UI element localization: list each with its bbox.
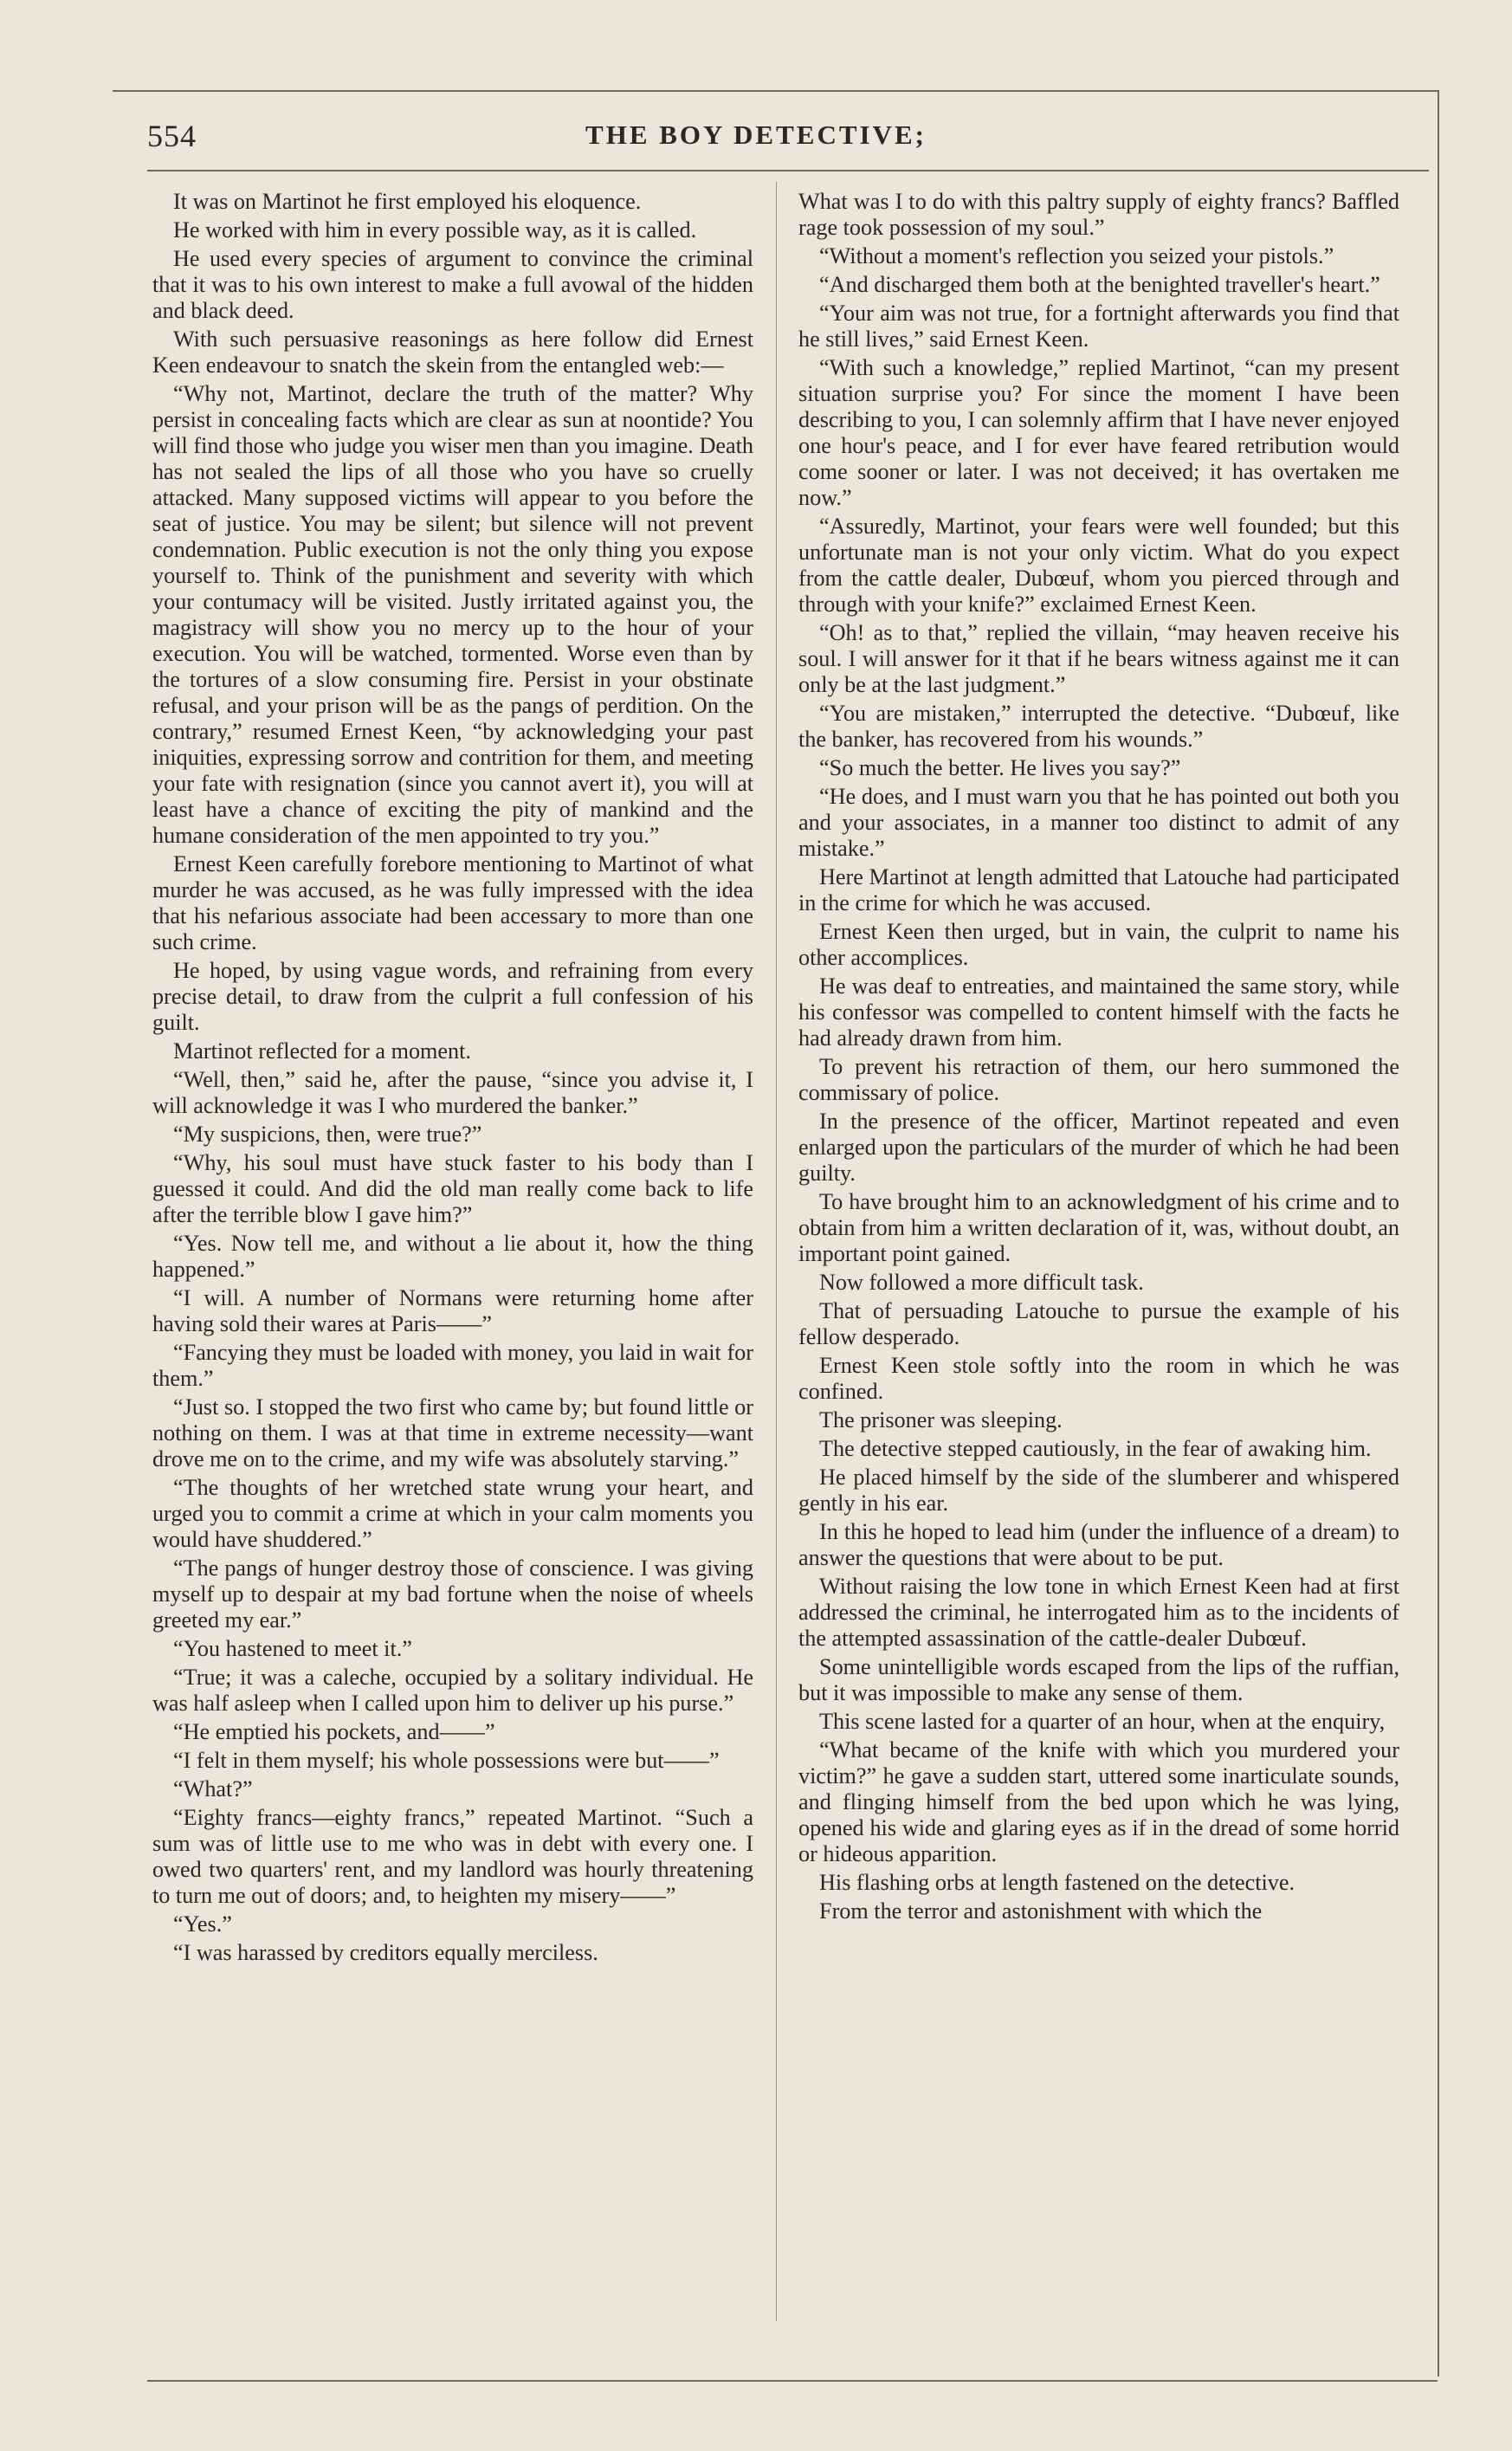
paragraph: The prisoner was sleeping. — [819, 1407, 1063, 1432]
paragraph: “So much the better. He lives you say?” — [819, 755, 1181, 780]
paragraph: “True; it was a caleche, occupied by a solitary individual. He was half asleep when I called upon him to deliver up his purse.” — [152, 1665, 753, 1716]
paragraph: “You hastened to meet it.” — [173, 1636, 412, 1661]
paragraph: He was deaf to entreaties, and maintained the same story, while his confessor was compelled to content himself with the facts he had already drawn from him. — [798, 973, 1399, 1051]
paragraph: “He does, and I must warn you that he has pointed out both you and your associates, in a manner too distinct to admit of any mistake.” — [798, 784, 1399, 861]
paragraph: “Why not, Martinot, declare the truth of the matter? Why persist in concealing facts which are clear as sun at noontide? You will find those who judge you wiser men than you imagine. Death has not sealed the lips of all those who you have so cruelly attacked. Many supposed victims will appear to you before the seat of justice. You may be silent; but silence will not prevent condemnation. Public execution is not the only thing you expose yourself to. Think of the punishment and severity with which your contumacy will be visited. Justly irritated against you, the magistracy will show you no mercy up to the hour of your execution. You will be watched, tormented. Worse even than by the tortures of a slow consuming fire. Persist in your obstinate refusal, and your prison will be as the pangs of perdition. On the contrary,” resumed Ernest Keen, “by acknowledging your past iniquities, expressing sorrow and contrition for them, and meeting your fate with resignation (since you cannot avert it), you will at least have a chance of exciting the pity of mankind and the humane consideration of the men appointed to try you.” — [152, 381, 753, 848]
paragraph: He used every species of argument to convince the criminal that it was to his own interest to make a full avowal of the hidden and black deed. — [152, 246, 753, 323]
paragraph: “Yes. Now tell me, and without a lie about it, how the thing happened.” — [152, 1231, 753, 1282]
paragraph: “Assuredly, Martinot, your fears were well founded; but this unfortunate man is not your only victim. What do you expect from the cattle dealer, Dubœuf, whom you pierced through and through with your knife?” exclaimed Ernest Keen. — [798, 514, 1399, 617]
paragraph: “He emptied his pockets, and——” — [173, 1719, 495, 1744]
paragraph: “Your aim was not true, for a fortnight afterwards you find that he still lives,” said Ernest Keen. — [798, 301, 1399, 352]
paragraph: Now followed a more difficult task. — [819, 1270, 1144, 1295]
paragraph: Here Martinot at length admitted that Latouche had participated in the crime for which he was accused. — [798, 864, 1399, 915]
paragraph: “With such a knowledge,” replied Martinot, “can my present situation surprise you? For since the moment I have been describing to you, I can solemnly affirm that I have never enjoyed one hour's peace, and I for ever have feared retribution would come sooner or later. I was not deceived; it has overtaken me now.” — [798, 355, 1399, 510]
paragraph: To prevent his retraction of them, our hero summoned the commissary of police. — [798, 1054, 1399, 1105]
top-rule — [113, 90, 1438, 92]
paragraph: “And discharged them both at the benighted traveller's heart.” — [819, 272, 1380, 297]
paragraph: “Well, then,” said he, after the pause, “since you advise it, I will acknowledge it was I who murdered the banker.” — [152, 1067, 753, 1118]
paragraph: “Just so. I stopped the two first who came by; but found little or nothing on them. I was at that time in extreme necessity—want drove me on to the crime, and my wife was absolutely starving.” — [152, 1394, 753, 1471]
left-column — [152, 189, 753, 1969]
paragraph: From the terror and astonishment with which the — [819, 1898, 1263, 1924]
paragraph: In this he hoped to lead him (under the influence of a dream) to answer the questions that were about to be put. — [798, 1519, 1399, 1570]
paragraph: “The pangs of hunger destroy those of conscience. I was giving myself up to despair at my bad fortune when the noise of wheels greeted my ear.” — [152, 1555, 753, 1633]
bottom-rule — [147, 2380, 1438, 2382]
paragraph: Without raising the low tone in which Ernest Keen had at first addressed the criminal, he interrogated him as to the incidents of the attempted assassination of the cattle-dealer Dubœuf. — [798, 1574, 1399, 1651]
paragraph: “I will. A number of Normans were returning home after having sold their wares at Paris——” — [152, 1285, 753, 1336]
paragraph: “Eighty francs—eighty francs,” repeated Martinot. “Such a sum was of little use to me who was in debt with every one. I owed two quarters' rent, and my landlord was hourly threatening to turn me out of doors; and, to heighten my misery——” — [152, 1805, 753, 1908]
page-number: 554 — [147, 119, 197, 153]
paragraph: “My suspicions, then, were true?” — [173, 1122, 482, 1147]
paragraph: “Without a moment's reflection you seized your pistols.” — [819, 243, 1334, 268]
header-rule — [147, 170, 1429, 171]
paragraph: “I felt in them myself; his whole possessions were but——” — [173, 1748, 720, 1773]
paragraph: “Yes.” — [173, 1911, 232, 1937]
paragraph: He worked with him in every possible way, as it is called. — [173, 217, 697, 243]
paragraph: “What became of the knife with which you murdered your victim?” he gave a sudden start, uttered some inarticulate sounds, and flinging himself from the bed upon which he was lying, opened his wide and glaring eyes as if in the dread of some horrid or hideous apparition. — [798, 1737, 1399, 1866]
paragraph: Some unintelligible words escaped from the lips of the ruffian, but it was impossible to make any sense of them. — [798, 1654, 1399, 1705]
paragraph: Martinot reflected for a moment. — [173, 1038, 471, 1064]
paragraph: He hoped, by using vague words, and refraining from every precise detail, to draw from the culprit a full confession of his guilt. — [152, 958, 753, 1035]
paragraph: His flashing orbs at length fastened on the detective. — [819, 1870, 1296, 1895]
paragraph: “The thoughts of her wretched state wrung your heart, and urged you to commit a crime at which in your calm moments you would have shuddered.” — [152, 1475, 753, 1552]
paragraph: This scene lasted for a quarter of an hour, when at the enquiry, — [819, 1709, 1386, 1734]
paragraph: “Fancying they must be loaded with money, you laid in wait for them.” — [152, 1340, 753, 1391]
running-title: THE BOY DETECTIVE; — [585, 120, 927, 150]
paragraph: “Oh! as to that,” replied the villain, “may heaven receive his soul. I will answer for it that if he bears witness against me it can only be at the last judgment.” — [798, 620, 1399, 697]
paragraph: “Why, his soul must have stuck faster to his body than I guessed it could. And did the old man really come back to life after the terrible blow I gave him?” — [152, 1150, 753, 1227]
paragraph: “I was harassed by creditors equally merciless. — [173, 1940, 598, 1965]
paragraph: Ernest Keen stole softly into the room in which he was confined. — [798, 1353, 1399, 1404]
paragraph: It was on Martinot he first employed his eloquence. — [173, 189, 642, 214]
paragraph: “You are mistaken,” interrupted the detective. “Dubœuf, like the banker, has recovered from his wounds.” — [798, 701, 1399, 752]
column-divider — [776, 182, 777, 2321]
paragraph: Ernest Keen carefully forebore mentioning to Martinot of what murder he was accused, as he was fully impressed with the idea that his nefarious associate had been accessary to more than one such crime. — [152, 851, 753, 954]
running-head — [147, 118, 1365, 161]
paragraph: The detective stepped cautiously, in the fear of awaking him. — [819, 1436, 1372, 1461]
paragraph: Ernest Keen then urged, but in vain, the culprit to name his other accomplices. — [798, 919, 1399, 970]
paragraph: To have brought him to an acknowledgment of his crime and to obtain from him a written declaration of it, was, without doubt, an important point gained. — [798, 1189, 1399, 1266]
right-column — [798, 189, 1399, 1927]
paragraph: What was I to do with this paltry supply of eighty francs? Baffled rage took possession of my soul.” — [798, 189, 1399, 240]
right-margin-rule — [1438, 90, 1439, 2377]
paragraph: “What?” — [173, 1776, 253, 1801]
paragraph: In the presence of the officer, Martinot repeated and even enlarged upon the particulars of the murder of which he had been guilty. — [798, 1109, 1399, 1186]
paragraph: That of persuading Latouche to pursue the example of his fellow desperado. — [798, 1298, 1399, 1349]
paragraph: He placed himself by the side of the slumberer and whispered gently in his ear. — [798, 1465, 1399, 1516]
paragraph: With such persuasive reasonings as here follow did Ernest Keen endeavour to snatch the skein from the entangled web:— — [152, 327, 753, 378]
